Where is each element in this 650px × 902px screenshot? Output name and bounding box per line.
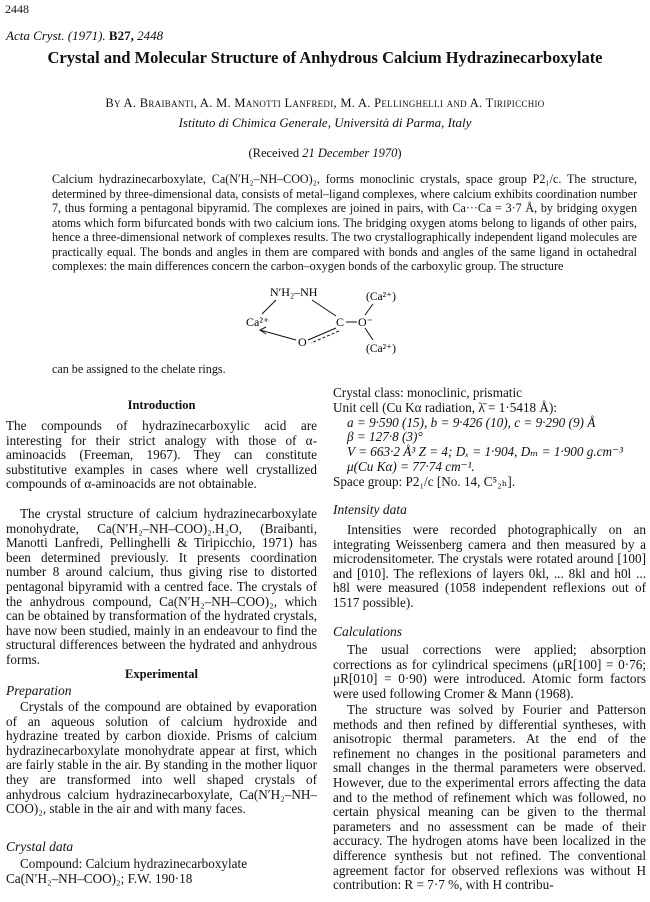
received-date: 21 December 1970 bbox=[302, 146, 398, 160]
introduction-heading: Introduction bbox=[127, 398, 196, 412]
abstract-text: Calcium hydrazinecarboxylate, Ca(N′H₂–NH–COO)₂, forms monoclinic crystals, space group P2₁/c. The structure, determined by three-dimensional data, consists of metal–ligand complexes, where calcium exhibits coordination number 7, thus forming a pentagonal bipyramid. The complexes are joined in pairs, with Ca···Ca = 3·7 Å, by bridging oxygen atoms which form bifurcated bonds with two calcium ions. The bridging oxygen atoms belong to ligands of other pairs, hence a three-dimensional network of complexes results. The two crystallographically independent ligand molecules are practically equal. The bonds and angles in them are compared with bonds and angles of the same ligand in octahedral complexes: the main differences concern the carbon–oxygen bonds of the carboxylic group. The structure bbox=[52, 172, 637, 273]
formula-line: Ca(N′H₂–NH–COO)₂; F.W. 190·18 bbox=[6, 871, 193, 886]
preparation-heading: Preparation bbox=[6, 683, 72, 698]
calculations-paragraph-2: The structure was solved by Fourier and Patterson methods and then refined by differential syntheses, with anisotropic thermal parameters. At the end of the refinement no changes in the positional parameters and small changes in the thermal parameters were observed. However, due to the experimental errors affecting the data and to the method of refinement which was followed, no certain physical meaning can be given to the thermal parameters and no assessment can be made of their accuracy. The hydrogen atoms have been localized in the difference synthesis but not refined. The conventional agreement factor for observed reflexions was without H contribution: R = 7·7 %, with H contribu- bbox=[333, 702, 646, 893]
citation-page: 2448 bbox=[137, 28, 164, 43]
diagram-label-ca-left: Ca²⁺ bbox=[246, 315, 270, 329]
cell-abc: a = 9·590 (15), b = 9·426 (10), c = 9·290 (9) Å bbox=[347, 414, 596, 430]
diagram-label-nh: N′H₂–NH bbox=[270, 285, 318, 299]
chelate-ring-diagram bbox=[240, 284, 410, 356]
received-date-line bbox=[0, 146, 650, 161]
abstract-tail: can be assigned to the chelate rings. bbox=[52, 362, 226, 376]
absorption-coefficient: μ(Cu Kα) = 77·74 cm⁻¹. bbox=[347, 458, 475, 474]
unit-cell: Unit cell (Cu Kα radiation, λ̄ = 1·5418 Å): bbox=[333, 399, 558, 415]
citation-year: (1971). bbox=[67, 28, 106, 43]
bond-o-to-ca-arrow bbox=[260, 330, 296, 340]
diagram-label-ca-bottom: (Ca²⁺) bbox=[366, 343, 396, 355]
crystal-data-heading: Crystal data bbox=[6, 839, 74, 854]
introduction-paragraph-1: The compounds of hydrazinecarboxylic acid are interesting for their strict analogy with those of α-aminoacids (Freeman, 1967). They can constitute substitutive examples in cases where well crystallized compounds of α-aminoacids are not obtainable. bbox=[6, 418, 317, 492]
diagram-label-ca-top: (Ca²⁺) bbox=[366, 291, 396, 303]
citation bbox=[6, 28, 163, 44]
bond-n-to-ca bbox=[262, 300, 276, 314]
received-suffix: ) bbox=[397, 146, 402, 160]
experimental-heading: Experimental bbox=[125, 667, 198, 681]
bond-nh-to-c bbox=[312, 300, 336, 316]
crystal-class: Crystal class: monoclinic, prismatic bbox=[333, 385, 522, 400]
cell-volume: V = 663·2 Å³ Z = 4; Dₓ = 1·904, Dₘ = 1·900 g.cm⁻³ bbox=[347, 444, 623, 460]
article-authors: By A. Braibanti, A. M. Manotti Lanfredi, M. A. Pellinghelli and A. Tiripicchio bbox=[105, 96, 545, 110]
diagram-label-c: C bbox=[336, 315, 345, 329]
article-affiliation: Istituto di Chimica Generale, Università di Parma, Italy bbox=[178, 115, 472, 130]
bond-o-to-ca-top bbox=[365, 304, 373, 315]
received-prefix: (Received bbox=[248, 146, 303, 160]
compound-line: Compound: Calcium hydrazinecarboxylate bbox=[20, 856, 248, 871]
citation-volume: B27, bbox=[108, 28, 134, 43]
diagram-label-o-bottom: O bbox=[298, 335, 307, 349]
intensity-text: Intensities were recorded photographically on an integrating Weissenberg camera and then measured by a microdensitometer. The crystals were rotated around [100] and [010]. The reflexions of layers 0kl, ... 8kl and h0l ... h8l were measured (1058 independent reflexions out of 1517 possible). bbox=[333, 522, 646, 610]
calculations-heading: Calculations bbox=[333, 624, 403, 639]
citation-journal: Acta Cryst. bbox=[6, 28, 65, 43]
page-number: 2448 bbox=[5, 2, 29, 16]
bond-o-to-ca-bottom bbox=[365, 328, 373, 340]
intensity-heading: Intensity data bbox=[333, 502, 407, 517]
diagram-label-o-right: O⁻ bbox=[358, 315, 373, 329]
introduction-paragraph-2: The crystal structure of calcium hydrazinecarboxylate monohydrate, Ca(N′H₂–NH–COO)₂.H₂O, (Braibanti, Manotti Lanfredi, Pellinghelli & Tiripicchio, 1971) has been determined previously. It presents coordination number 8 around calcium, thus giving rise to distorted pentagonal bipyramid with a centred face. The crystals of the anhydrous compound, Ca(N′H₂–NH–COO)₂, which can be obtained by transformation of the hydrated crystals, have now been studied, mainly in an endeavour to find the structural differences between the hydrated and anhydrous forms. bbox=[6, 506, 317, 667]
preparation-text: Crystals of the compound are obtained by evaporation of an aqueous solution of calcium hydroxide and hydrazine treated by carbon dioxide. Prisms of calcium hydrazinecarboxylate monohydrate appear at first, which are fairly stable in the air. By standing in the mother liquor they are transformed into well shaped crystals of anhydrous calcium hydrazinecarboxylate, Ca(N′H₂–NH–COO)₂, stable in the air and with many faces. bbox=[6, 699, 317, 817]
cell-beta: β = 127·8 (3)° bbox=[347, 429, 423, 445]
article-title: Crystal and Molecular Structure of Anhydrous Calcium Hydrazinecarboxylate bbox=[47, 48, 603, 67]
space-group: Space group: P2₁/c [No. 14, C⁵₂ₕ]. bbox=[333, 473, 516, 489]
calculations-paragraph-1: The usual corrections were applied; absorption corrections as for cylindrical specimens (μR[100] = 0·76; μR[010] = 0·90) were introduced. Atomic form factors were used following Cromer & Mann (1968). bbox=[333, 642, 646, 701]
